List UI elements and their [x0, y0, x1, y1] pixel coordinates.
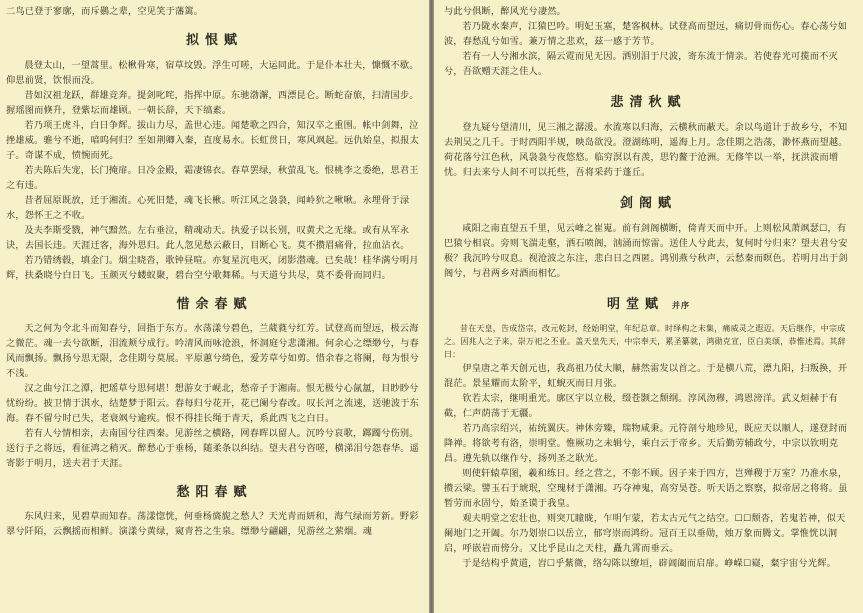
paragraph: 于是结构乎黄道，岧☐乎紫微，络勾陈以缭垣，辟阊阖而启扉。峥嵘☐嶷，粲宇宙兮光辉。: [462, 558, 836, 569]
left-page: [0, 0, 429, 613]
paragraph: 昔如汉祖龙跃，群雄竞奔。提剑叱咤，指挥中原。东驰渤澥，西漂昆仑。断蛇奋旅，扫清国步。握瑶图而倏升，登紫坛而雄顾。一朝长辞，天下缟素。: [6, 90, 419, 116]
paragraph: 伊皇唐之革天创元也，我高祖乃仗大顺，赫然雷发以首之。于是横八荒，漂九阳，扫叛换，开混茫。景星耀而太阶平，虹蜺灭而日月张。: [444, 363, 848, 389]
paragraph: 登九疑兮望清川，见三湘之潺湲。水流寒以归海，云横秋而蔽天。余以鸟道计于故乡兮，不知去荆吴之几千。于时西阳半规，映岛欲没。澄湖练明，遥海上月。念佳期之浩荡，渺怀燕而望越。荷花落兮江色秋，风袅袅兮夜悠悠。临穷溟以有羡，思钓鳌于沧洲。无修竿以一举，抚洪波而增忧。归去来兮人间不可以托些，吾将采药于蓬丘。: [444, 122, 848, 178]
paragraph: 若夫陈后失宠，长门掩扉。日冷金殿，霜凄锦衣。春草罢绿，秋萤乱飞。恨桃李之委绝，思君王之有违。: [6, 165, 419, 191]
paragraph: 与此兮俱断，醉风光兮凄然。: [444, 6, 567, 17]
paragraph: 则使轩辕草图，羲和练日。经之营之，不彰不顾。因子来于四方，岂殚稷于万室？乃准水泉，攒云梁。譬玉石于琥珉，空瑰材于潇湘。巧夺神鬼，高穷昊苍。听天语之察察，拟帝居之将将。虽暂劳而永固兮，始圣谟于我皇。: [444, 468, 848, 509]
poem-title-beiqingqiu: 悲清秋赋: [610, 95, 687, 110]
paragraph: 若有人兮情相亲，去南国兮往西秦。见游丝之横路，网春晖以留人。沉吟兮哀歌，踯躅兮伤别。送行子之将远，看征鸿之稍灭。醉愁心于垂杨，随柔条以纠结。望夫君兮咨嗟，横涕泪兮怨春华。遥寄影于明月，送夫君于天涯。: [6, 428, 420, 469]
paragraph: 昔者屈原既放，迁于湘流。心死旧楚，魂飞长楸。听江风之袅袅，闻岭狖之啾啾。永埋骨于渌水，怨怀王之不收。: [6, 195, 410, 221]
paragraph: 观夫明堂之宏壮也，则突兀瞳眬，乍明乍蒙，若太古元气之结空。☐☐颓沓，若鬼若神，似天阑地门之开阖。尔乃划崇☐以岳立，郁穹崇而鸿纷。冠百王以垂勋，烛万象而腾文。掌惟恍以洞启，呼嵌岩而傍分。又比乎昆山之天柱，矗九霄而垂云。: [444, 513, 846, 554]
paragraph: 晨登太山，一望蒿里。松楸骨寒，宿草坟毁。浮生可嗟，大运同此。于是仆本壮夫，慷慨不歇。仰思前贤，饮恨而没。: [6, 60, 419, 86]
paragraph: 东风归来，见碧草而知春。荡漾惚恍，何垂杨旖旎之愁人？天光青而妍和，海气绿而芳新。野彩翠兮阡陌，云飘摇而相鲜。演漾兮黄绿，窥青苔之生泉。缥缈兮翩翩，见游丝之萦烟。魂: [6, 511, 419, 537]
paragraph: 若乃陇水秦声，江猿巴吟。明妃玉塞，楚客枫林。试登高而望远，痛切骨而伤心。春心荡兮如波，春愁乱兮如雪。兼万情之悲欢，兹一感于芳节。: [444, 21, 848, 47]
paragraph: 天之何为令北斗而知春兮，回指于东方。水荡漾兮碧色，兰葳蕤兮红芳。试登高而望远，极云海之微茫。魂一去兮欲断，泪流颊兮成行。吟清风而咏沧浪，怀洞庭兮悲潇湘。何余心之缥缈兮，与春风而飘扬。飘扬兮思无限，念佳期兮莫展。平原蕙兮绮色，爱芳草兮如剪。惜余春之将阑，每为恨兮不浅。: [6, 323, 420, 379]
poem-title-mingtang: [444, 293, 853, 312]
poem-title-chouyangchun: 愁阳春赋: [176, 485, 253, 500]
poem-title-jiange: 剑阁赋: [619, 196, 677, 211]
paragraph: 及夫李斯受戮，神气黯然。左右垂泣，精魂动天。执爱子以长别，叹黄犬之无缘。或有从军永诀，去国长违。天涯迁客，海外思归。此人忽见愁云蔽日，目断心飞。莫不攒眉痛骨，拉血沾衣。: [6, 225, 410, 251]
poem-title-nihen: 拟恨赋: [185, 33, 243, 48]
paragraph: 若乃项王虎斗，白日争辉。拔山力尽，盖世心违。闻楚歌之四合，知汉卒之重围。帐中剑舞，泣挫雄威。骓兮不逝，喑呜何归？至如荆卿入秦，直度易水。长虹贯日，寒风飒起。远仇始皇，拟报太子。奇谋不成，愤惋而死。: [6, 120, 420, 161]
right-page: [434, 0, 863, 613]
poem-subtitle: 并序: [672, 300, 690, 310]
paragraph: 汉之曲兮江之潭，把瑶草兮思何堪！想游女于岘北，愁帝子于湘南。恨无极兮心氤氲，目眇眇兮忧纷纷。披卫情于淇水，结楚梦于阳云。春每归兮花开，花已阑兮春改。叹长河之流速，送驰波于东海。春不留兮时已失，老衰飒兮逾疾。恨不得挂长绳于青天，系此西飞之白日。: [6, 383, 420, 424]
paragraph: 若乃高宗绍兴，祐统翼庆。神休旁臻，瑞物咸秉。元符剖兮地珍见，既应天以顺人，遂登封而降禅。将欲考有洛，崇明堂。惟厥功之未辑兮，乘白云于帝乡。天后勤劳辅政兮，中宗以钦明克昌。遵先轨以继作兮，扬列圣之耿光。: [444, 423, 848, 464]
paragraph: 若乃错绣毂，填金门。烟尘晓沓，歌钟昼喧。亦复星沉电灭，闭影潜魂。已矣哉！桂华满兮明月辉，扶桑晓兮白日飞。玉颜灭兮蝼蚁聚，碧台空兮歌舞稀。与天道兮共尽，莫不委骨而同归。: [6, 255, 419, 281]
paragraph: 若有一人兮湘水滨，隔云霓而见无因。洒别泪于尺波，寄东流于情亲。若使春光可揽而不灭兮，吾欲赠天涯之佳人。: [444, 51, 838, 77]
paragraph: 钦若太宗，继明重光。廓区宇以立极，缀苍颢之颓纲。淳风沕穆，鸿恩滂洋。武义烜赫于有截，仁声荫荡于无疆。: [444, 393, 838, 419]
preface-paragraph: 昔在天皇，告成岱宗，改元乾封，经始明堂，年纪总章。时绎构之未集，痛威灵之遐迈。天后继作，中宗成之。因兆人之子来，崇万祀之丕业。盖天皇先天，中宗奉天，累圣纂就，鸿勋克宣，臣白美颂，恭惟述焉。其辞曰：: [444, 324, 846, 359]
poem-title-xiyuchun: 惜余春赋: [176, 297, 253, 312]
left-top-line: 二鸟已登于寥廓，而斥鷃之辈，空见笑于藩篱。: [6, 6, 204, 17]
poem-title-text: 明堂赋: [606, 297, 664, 312]
paragraph: 咸阳之南直望五千里，见云峰之崔嵬。前有剑阁横断，倚青天而中开。上则松风萧飒瑟☐，有巴猿兮相哀。旁则飞湍走壑，洒石喷阁，汹涌而惊雷。送佳人兮此去，复何时兮归来？望夫君兮安极？我沉吟兮叹息。视沧波之东注，悲白日之西匿。鸿别燕兮秋声，云愁秦而暝色。若明月出于剑阁兮，与君两乡对酒而相忆。: [444, 223, 848, 279]
